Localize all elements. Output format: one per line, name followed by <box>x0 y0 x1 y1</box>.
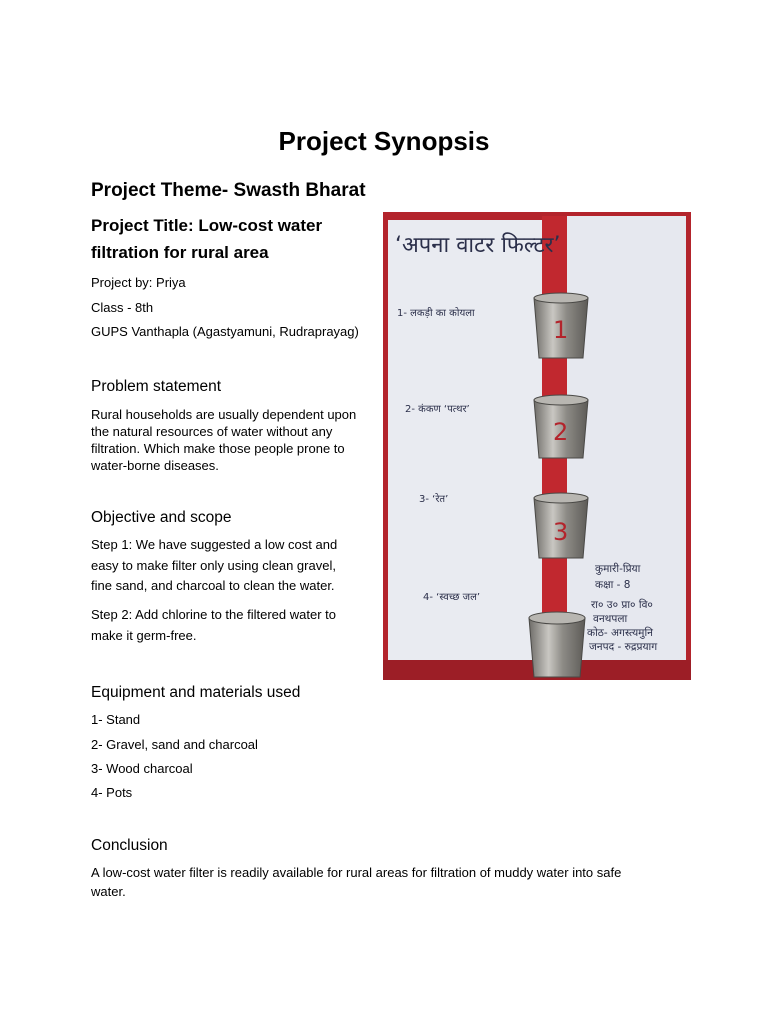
water-filter-photo <box>383 212 691 680</box>
signature-line: कोठ- अगस्त्यमुनि <box>587 627 653 639</box>
class-info: Class - 8th <box>91 300 154 315</box>
signature-line: कक्षा - 8 <box>595 579 631 591</box>
text-line: Step 1: We have suggested a low cost and <box>91 537 338 552</box>
objective-step-2 <box>91 604 336 646</box>
text-line: water-borne diseases. <box>91 458 219 473</box>
cup-number: 1 <box>553 316 569 344</box>
steel-cup <box>534 293 588 358</box>
text-line: make it germ-free. <box>91 628 197 643</box>
cup-number: 3 <box>553 518 569 546</box>
objective-heading: Objective and scope <box>91 509 232 526</box>
objective-step-1 <box>91 535 337 597</box>
cup-number: 2 <box>553 418 569 446</box>
equipment-item: 1- Stand <box>91 712 141 727</box>
text-line: fine sand, and charcoal to clean the water. <box>91 578 335 593</box>
label-charcoal: 1- लकड़ी का कोयला <box>397 308 475 319</box>
steel-cup <box>534 493 588 558</box>
text-line: easy to make filter only using clean gravel, <box>91 557 336 573</box>
label-clean-water: 4- ‘स्वच्छ जल’ <box>423 592 481 603</box>
text-line: the natural resources of water without any <box>91 424 333 439</box>
signature-line: कुमारी-प्रिया <box>595 563 641 575</box>
project-by: Project by: Priya <box>91 275 186 290</box>
page-title: Project Synopsis <box>278 126 490 156</box>
text-line: filtration. Which make those people prone to <box>91 441 345 456</box>
signature-line: वनथपला <box>593 613 628 625</box>
photo-header-text: ‘अपना वाटर फिल्टर’ <box>395 233 561 258</box>
conclusion-heading: Conclusion <box>91 837 168 854</box>
problem-heading: Problem statement <box>91 378 222 395</box>
text-line: A low-cost water filter is readily available for rural areas for filtration of muddy water into safe <box>91 865 622 880</box>
label-gravel: 2- कंकण ‘पत्थर’ <box>405 404 470 415</box>
equipment-item: 4- Pots <box>91 785 133 800</box>
project-title-line-1: Project Title: Low-cost water <box>91 216 323 235</box>
text-line: Step 2: Add chlorine to the filtered water to <box>91 607 336 622</box>
equipment-item: 2- Gravel, sand and charcoal <box>91 737 258 752</box>
problem-text <box>91 406 356 474</box>
label-sand: 3- ‘रेत’ <box>419 494 449 505</box>
project-title-line-2: filtration for rural area <box>91 243 269 262</box>
signature-line: रा० उ० प्रा० वि० <box>591 599 653 611</box>
text-line: water. <box>91 884 126 899</box>
school-name: GUPS Vanthapla (Agastyamuni, Rudraprayag) <box>91 324 359 339</box>
steel-cup <box>529 612 585 677</box>
text-line: Rural households are usually dependent upon <box>91 407 357 422</box>
equipment-heading: Equipment and materials used <box>91 684 301 701</box>
project-title <box>91 212 381 266</box>
conclusion-text <box>91 863 621 901</box>
project-theme: Project Theme- Swasth Bharat <box>91 180 366 201</box>
steel-cup <box>534 395 588 458</box>
signature-line: जनपद - रुद्रप्रयाग <box>589 641 658 653</box>
equipment-item: 3- Wood charcoal <box>91 761 193 776</box>
